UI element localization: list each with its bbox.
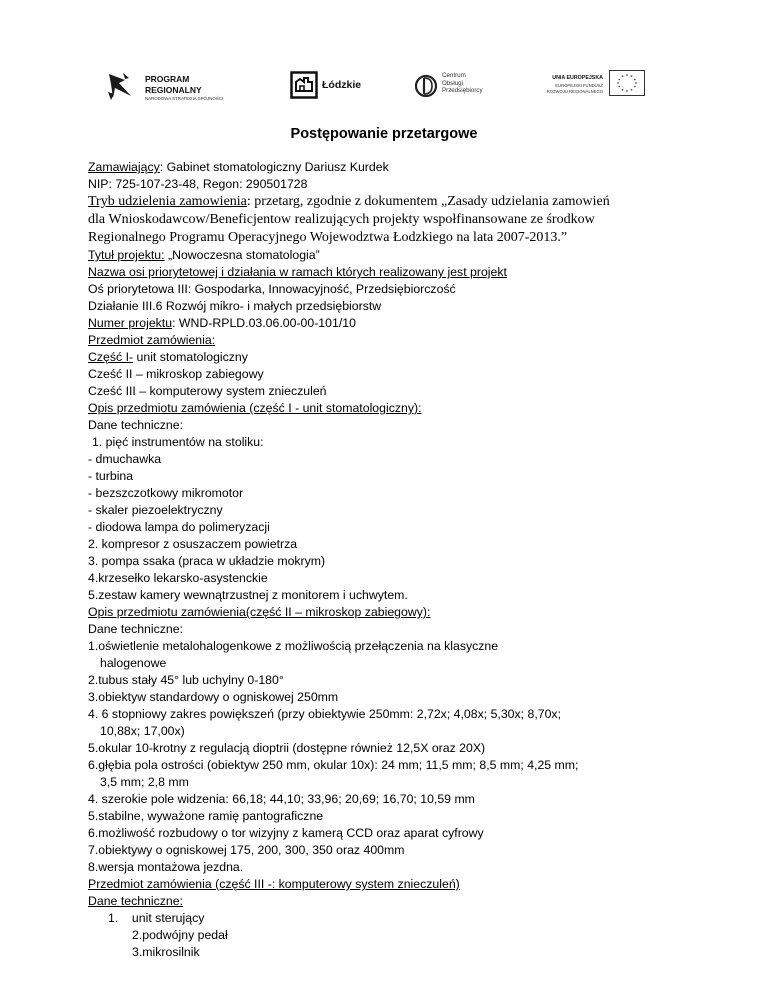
list-item: 3. pompa ssaka (praca w układzie mokrym) [88,554,326,568]
part-3: Cześć III – komputerowy system znieczuleń [88,384,327,398]
list-item: - bezszczotkowy mikromotor [88,486,244,500]
eu-logo [525,66,645,106]
eu-logo-line1: UNIA EUROPEJSKA [552,75,603,81]
project-number-value: : WND-RPLD.03.06.00-00-101/10 [172,316,356,330]
nip-regon: NIP: 725-107-23-48, Regon: 290501728 [88,177,308,191]
centrum-obslugi-logo [415,66,495,106]
eu-logo-line2: EUROPEJSKI FUNDUSZ [555,83,603,88]
lodzkie-emblem-icon [290,71,318,99]
program-logo-sub: NARODOWA STRATEGIA SPÓJNOŚCI [145,96,224,101]
list-item-cont: 3,5 mm; 2,8 mm [100,775,189,789]
part-3-specs-label: Dane techniczne: [88,894,184,908]
part-2-description-heading: Opis przedmiotu zamówienia(część II – mikroskop zabiegowy): [88,605,431,619]
list-item: 1. unit sterujący [108,911,205,925]
list-item-cont: 10,88x; 17,00x) [100,724,185,738]
procedure-mode [88,193,688,211]
centrum-emblem-icon [415,70,439,102]
eu-flag-icon [609,70,645,96]
list-item: 6.możliwość rozbudowy o tor wizyjny z kamerą CCD oraz aparat cyfrowy [88,826,484,840]
document-title: Postępowanie przetargowe [290,126,478,142]
project-title-value: „Nowoczesna stomatologia” [164,248,320,262]
list-item: - diodowa lampa do polimeryzacji [88,520,270,534]
centrum-logo-text [442,72,483,95]
list-item: 7.obiektywy o ogniskowej 175, 200, 300, 350 oraz 400mm [88,843,405,857]
program-logo-line2: REGIONALNY [145,85,202,95]
list-item: 3.obiektyw standardowy o ogniskowej 250mm [88,690,339,704]
program-regionalny-logo [105,66,235,106]
document-body [88,159,688,961]
part-2: Cześć II – mikroskop zabiegowy [88,367,264,381]
list-item: - turbina [88,469,134,483]
project-title-label: Tytuł projektu: [88,248,165,262]
part-1-label: Część I- [88,350,134,364]
centrum-line2: Obsługi [442,79,463,87]
project-title [88,247,688,264]
procedure-mode-label: Tryb udzielenia zamowienia [88,194,247,209]
ordering-party-label: Zamawiający [88,160,160,174]
list-item: 6.głębia pola ostrości (obiektyw 250 mm, okular 10x): 24 mm; 11,5 mm; 8,5 mm; 4,25 mm; [88,758,579,772]
part-1-value: unit stomatologiczny [133,350,248,364]
project-number-label: Numer projektu [88,316,173,330]
subject-heading: Przedmiot zamówienia: [88,333,216,347]
part-1-specs-label: Dane techniczne: [88,418,184,432]
ordering-party [88,159,688,176]
list-item: 4. szerokie pole widzenia: 66,18; 44,10; 33,96; 20,69; 16,70; 10,59 mm [88,792,475,806]
list-item: 1.oświetlenie metalohalogenkowe z możliwością przełączenia na klasyczne [88,639,499,653]
procedure-mode-value: : przetarg, zgodnie z dokumentem „Zasady udzielania zamowień [246,194,610,209]
part-3-description-heading: Przedmiot zamówienia (część III -: komputerowy system znieczuleń) [88,877,460,891]
list-item: 5.zestaw kamery wewnątrzustnej z monitorem i uchwytem. [88,588,408,602]
priority-axis-heading: Nazwa osi priorytetowej i działania w ramach których realizowany jest projekt [88,265,507,279]
list-item: 5.okular 10-krotny z regulacją dioptrii (dostępne również 12,5X oraz 20X) [88,741,486,755]
list-item: 2.tubus stały 45° lub uchylny 0-180° [88,673,284,687]
centrum-line1: Centrum [442,72,466,79]
project-number [88,315,688,332]
centrum-line3: Przedsiębiorcy [442,87,483,95]
list-item: 5.stabilne, wyważone ramię pantograficzne [88,809,324,823]
list-item: 2. kompresor z osuszaczem powietrza [88,537,298,551]
list-item: 3.mikrosilnik [132,945,200,959]
priority-axis: Oś priorytetowa III: Gospodarka, Innowacyjność, Przedsiębiorczość [88,282,456,296]
lodzkie-logo-text: Łódzkie [322,79,362,91]
part-2-specs-label: Dane techniczne: [88,622,184,636]
list-item: 4. 6 stopniowy zakres powiększeń (przy obiektywie 250mm: 2,72x; 4,08x; 5,30x; 8,70x; [88,707,561,721]
list-item: 1. pięć instrumentów na stoliku: [92,435,264,449]
list-item: 4.krzesełko lekarsko-asystenckie [88,571,268,585]
list-item: - dmuchawka [88,452,162,466]
procedure-mode-cont-2: Regionalnego Programu Operacyjnego Wojewodztwa Łodzkiego na lata 2007-2013.” [88,230,568,245]
part-1 [88,349,688,366]
logo-bar [0,66,768,106]
list-item-cont: halogenowe [100,656,167,670]
list-item: 2.podwójny pedał [132,928,228,942]
program-logo-line1: PROGRAM [145,74,190,84]
lodzkie-logo [290,66,375,106]
part-1-description-heading: Opis przedmiotu zamówienia (część I - unit stomatologiczny): [88,401,422,415]
list-item: 8.wersja montażowa jezdna. [88,860,244,874]
star-logo-icon [105,70,139,102]
eu-logo-line3: ROZWOJU REGIONALNEGO [546,89,603,94]
ordering-party-value: : Gabinet stomatologiczny Dariusz Kurdek [159,160,389,174]
measure: Działanie III.6 Rozwój mikro- i małych przedsiębiorstw [88,299,382,313]
procedure-mode-cont-1: dla Wnioskodawcow/Beneficjentow realizujących projekty wspołfinansowane ze środkow [88,212,595,227]
list-item: - skaler piezoelektryczny [88,503,223,517]
